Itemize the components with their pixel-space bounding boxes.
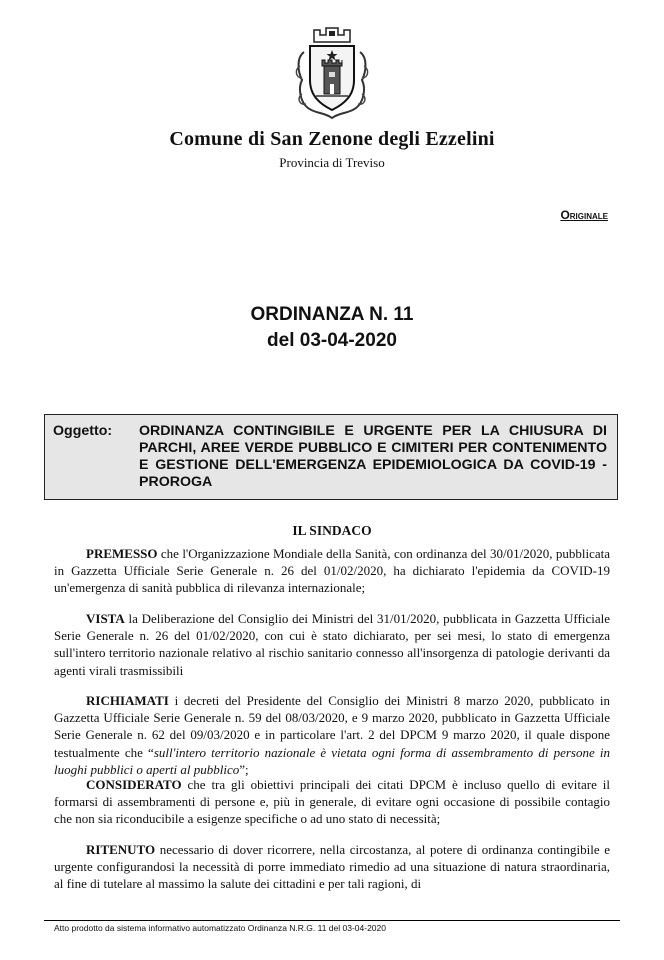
paragraph-text: che l'Organizzazione Mondiale della Sanità, con ordinanza del 30/01/2020, pubblicata in Gazzetta Ufficiale Serie Generale n. 26 del 01/02/2020, ha dichiarato l'epidemia da COVID-19 un'emergenza di sanità pubblica di rilevanza internazionale; (54, 546, 610, 596)
ordinance-number: ORDINANZA N. 11 (250, 304, 414, 325)
paragraph-lead: VISTA (86, 611, 125, 626)
paragraph-lead: CONSIDERATO (86, 777, 182, 792)
paragraph-lead: RITENUTO (86, 842, 156, 857)
ordinance-date: del 03-04-2020 (267, 330, 397, 351)
paragraph-lead: RICHIAMATI (86, 693, 169, 708)
paragraph-text: necessario di dover ricorrere, nella circostanza, al potere di ordinanza contingibile e urgente configurandosi la necessità di porre immediato rimedio ad una situazione di natura straordinaria, al fine di tutelare al massimo la salute dei cittadini e per tali ragioni, di (54, 842, 610, 892)
municipal-crest-icon (294, 22, 370, 122)
paragraph-considerato (54, 776, 610, 828)
municipality-name: Comune di San Zenone degli Ezzelini (169, 128, 495, 150)
document-header (0, 128, 664, 171)
subject-box (44, 414, 618, 500)
paragraph-lead: PREMESSO (86, 546, 158, 561)
paragraph-text: che tra gli obiettivi principali dei citati DPCM è incluso quello di evitare il formarsi di assembramenti di persone e, più in generale, di evitare ogni occasione di possibile contagio che non sia riconducibile a esigenze specifiche o ad uno stato di necessità; (54, 777, 610, 827)
paragraph-text: la Deliberazione del Consiglio dei Ministri del 31/01/2020, pubblicata in Gazzetta Ufficiale Serie Generale n. 26 del 01/02/2020, con cui è stato dichiarato, per sei mesi, lo stato di emergenza sull'intero territorio nazionale relativo al rischio sanitario connesso all'insorgenza di patologie derivanti da agenti virali trasmissibili (54, 611, 610, 678)
paragraph-vista (54, 610, 610, 679)
paragraph-richiamati (54, 692, 610, 778)
paragraph-tail: ”; (239, 761, 249, 777)
subject-label: Oggetto: (53, 423, 113, 439)
province-name: Provincia di Treviso (279, 155, 385, 170)
paragraph-ritenuto (54, 841, 610, 893)
section-heading-sindaco: IL SINDACO (292, 523, 372, 538)
footer-divider (44, 920, 620, 921)
original-stamp: Originale (560, 208, 608, 222)
paragraph-quote: sull'intero territorio nazionale è vietata ogni forma di assembramento di persone in luoghi pubblici o aperti al pubblico (54, 744, 611, 777)
paragraph-text: i decreti del Presidente del Consiglio dei Ministri 8 marzo 2020, pubblicato in Gazzetta Ufficiale Serie Generale n. 59 del 08/03/2020, e 9 marzo 2020, pubblicato in Gazzetta Ufficiale Serie Generale n. 62 del 09/03/2020 e in particolare l'art. 2 del DPCM 9 marzo 2020, il quale dispone testualmente che “ (54, 693, 610, 760)
footer-note: Atto prodotto da sistema informativo automatizzato Ordinanza N.R.G. 11 del 03-04-2020 (54, 923, 386, 933)
subject-text: ORDINANZA CONTINGIBILE E URGENTE PER LA CHIUSURA DI PARCHI, AREE VERDE PUBBLICO E CIMITERI PER CONTENIMENTO E GESTIONE DELL'EMERGENZA EPIDEMIOLOGICA DA COVID-19 - PROROGA (139, 423, 607, 490)
paragraph-premesso (54, 545, 610, 597)
